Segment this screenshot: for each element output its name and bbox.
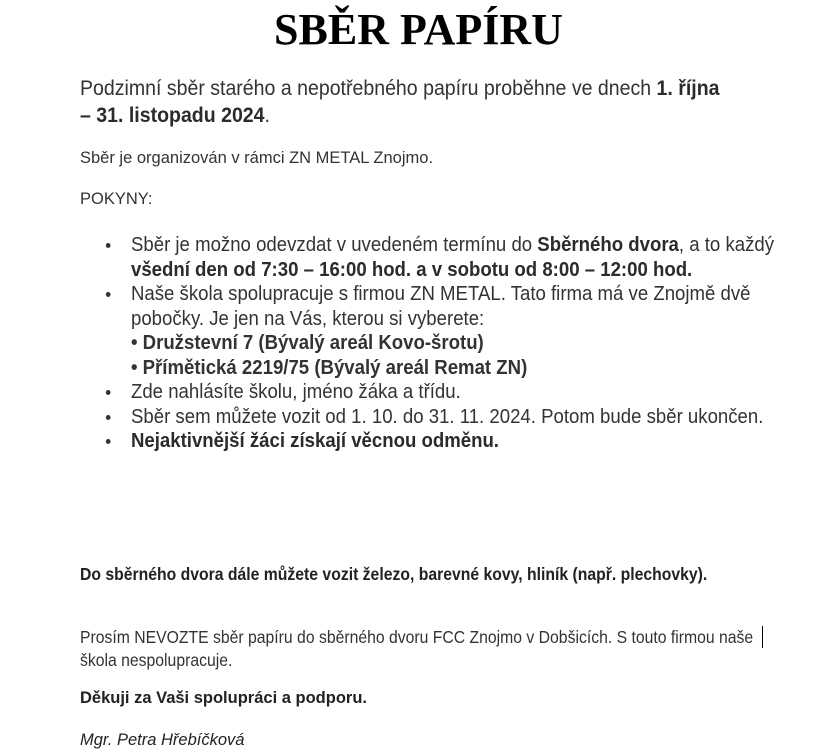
- list-item: [104, 429, 819, 454]
- item-text: , a to každý: [678, 234, 775, 256]
- item-text: Sběr sem můžete vozit od 1. 10. do 31. 11. 2024. Potom bude sběr ukončen.: [130, 405, 764, 428]
- opening-hours: všední den od 7:30 – 16:00 hod. a v sobotu od 8:00 – 12:00 hod.: [130, 258, 693, 281]
- branch-address: • Družstevní 7 (Bývalý areál Kovo-šrotu): [131, 331, 819, 356]
- text-cursor: [762, 626, 763, 648]
- other-materials-note: Do sběrného dvora dále můžete vozit železo, barevné kovy, hliník (např. plechovky).: [80, 564, 708, 584]
- intro-period: .: [264, 104, 270, 127]
- bullet-icon: [106, 390, 111, 395]
- item-bold: Sběrného dvora: [537, 234, 679, 256]
- list-item: [104, 380, 819, 405]
- bullet-icon: [106, 292, 111, 297]
- intro-dates: 1. října – 31. listopadu 2024: [80, 77, 720, 127]
- document-title: SBĚR PAPÍRU: [274, 5, 563, 54]
- bullet-icon: [106, 243, 111, 248]
- intro-text: Podzimní sběr starého a nepotřebného papíru proběhne ve dnech: [80, 77, 657, 100]
- instructions-list: [104, 233, 794, 454]
- item-text: Sběr je možno odevzdat v uvedeném termínu do: [130, 234, 538, 256]
- item-text: Naše škola spolupracuje s firmou ZN METAL. Tato firma má ve Znojmě dvě pobočky. Je jen na Vás, kterou si vyberete:: [130, 283, 751, 330]
- list-item: [104, 282, 819, 380]
- intro-paragraph: [80, 75, 731, 129]
- reward-note: Nejaktivnější žáci získají věcnou odměnu.: [130, 430, 499, 452]
- instructions-heading: POKYNY:: [80, 190, 153, 208]
- list-item: [104, 405, 819, 430]
- signature: Mgr. Petra Hřebíčková: [80, 731, 245, 749]
- warning-note: Prosím NEVOZTE sběr papíru do sběrného dvoru FCC Znojmo v Dobšicích. S touto firmou naše škola nespolupracuje.: [80, 627, 754, 670]
- branch-address: • Přímětická 2219/75 (Bývalý areál Remat ZN): [131, 356, 819, 381]
- thanks-line: Děkuji za Vaši spolupráci a podporu.: [80, 689, 367, 707]
- bullet-icon: [106, 415, 111, 420]
- organized-note: Sběr je organizován v rámci ZN METAL Znojmo.: [80, 149, 434, 167]
- list-item: [104, 233, 819, 282]
- item-text: Zde nahlásíte školu, jméno žáka a třídu.: [130, 381, 461, 403]
- bullet-icon: [106, 439, 111, 444]
